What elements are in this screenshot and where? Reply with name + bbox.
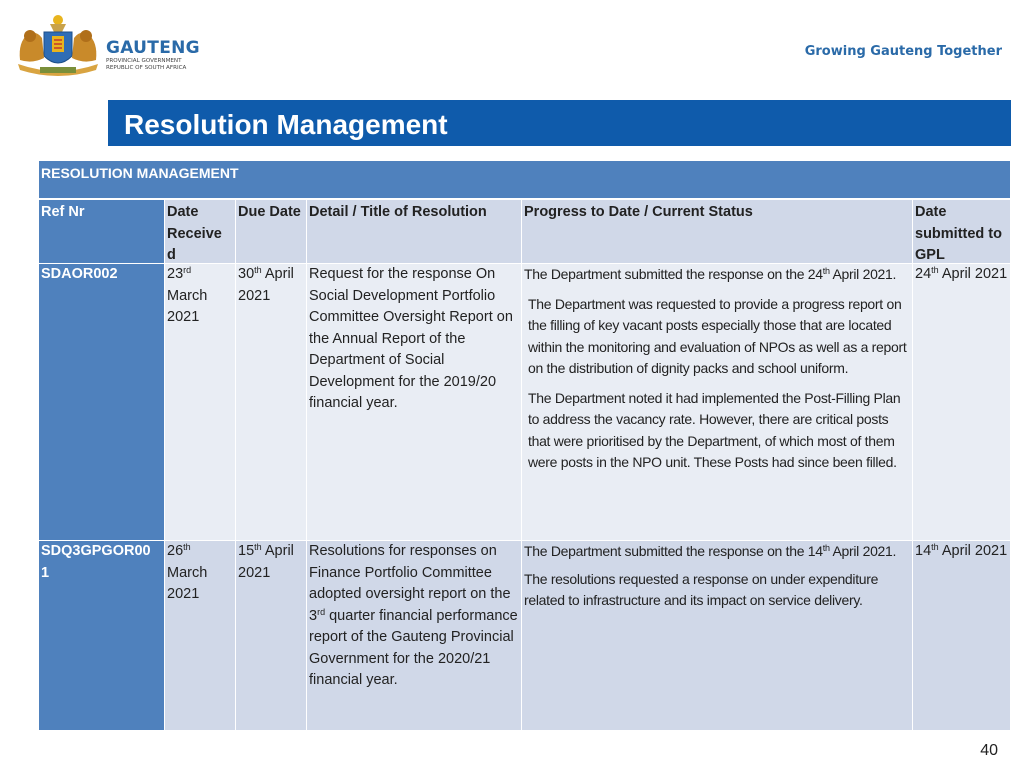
table-caption: RESOLUTION MANAGEMENT	[39, 161, 1010, 200]
progress-cell	[522, 541, 913, 730]
detail-cell: Resolutions for responses on Finance Portfolio Committee adopted oversight report on the 3rd quarter financial performance report of the Gauteng Provincial Government for the 2020/21 financial year.	[307, 541, 522, 730]
progress-cell	[522, 264, 913, 540]
page-title: Resolution Management	[124, 109, 448, 140]
title-banner	[108, 100, 1011, 146]
header-date-received: Date Receive d	[165, 200, 236, 263]
brand-block	[106, 38, 200, 71]
table-header-row	[39, 200, 1010, 264]
progress-paragraph: The Department submitted the response on the 24th April 2021.	[524, 266, 897, 282]
detail-cell: Request for the response On Social Development Portfolio Committee Oversight Report on the Annual Report of the Department of Social Development for the 2019/20 financial year.	[307, 264, 522, 540]
ref-cell: SDQ3GPGOR00 1	[39, 541, 165, 730]
page-number: 40	[980, 742, 998, 759]
gauteng-coat-of-arms-icon	[10, 12, 106, 80]
due-date-cell: 15th April 2021	[236, 541, 307, 730]
header-detail: Detail / Title of Resolution	[307, 200, 522, 263]
header-progress: Progress to Date / Current Status	[522, 200, 913, 263]
due-date-cell: 30th April 2021	[236, 264, 307, 540]
brand-name: GAUTENG	[106, 38, 200, 58]
ref-cell: SDAOR002	[39, 264, 165, 540]
resolution-table	[39, 161, 1010, 731]
header-ref: Ref Nr	[39, 200, 165, 263]
date-submitted-cell: 24th April 2021	[913, 264, 1010, 540]
brand-line-1: PROVINCIAL GOVERNMENT	[106, 58, 182, 64]
table-row	[39, 264, 1010, 541]
progress-paragraph: The Department was requested to provide a progress report on the filling of key vacant posts especially those that are located within the monitoring and evaluation of NPOs as well as a report on the distribution of dignity packs and school uniform.	[528, 295, 907, 376]
progress-paragraph: The Department submitted the response on the 14th April 2021.	[524, 543, 897, 559]
progress-paragraph: The Department noted it had implemented the Post-Filling Plan to address the vacancy rate. However, there are critical posts that were prioritised by the Department, of which most of them were posts in the NPO unit. These Posts had since been filled.	[528, 389, 901, 470]
progress-paragraph: The resolutions requested a response on under expenditure related to infrastructure and its impact on service delivery.	[524, 570, 879, 608]
header-date-submitted: Date submitted to GPL	[913, 200, 1010, 263]
date-received-cell: 26th March 2021	[165, 541, 236, 730]
date-received-cell: 23rd March 2021	[165, 264, 236, 540]
table-row	[39, 541, 1010, 731]
header-due-date: Due Date	[236, 200, 307, 263]
date-submitted-cell: 14th April 2021	[913, 541, 1010, 730]
brand-line-2: REPUBLIC OF SOUTH AFRICA	[106, 64, 187, 71]
tagline: Growing Gauteng Together	[804, 44, 1002, 59]
